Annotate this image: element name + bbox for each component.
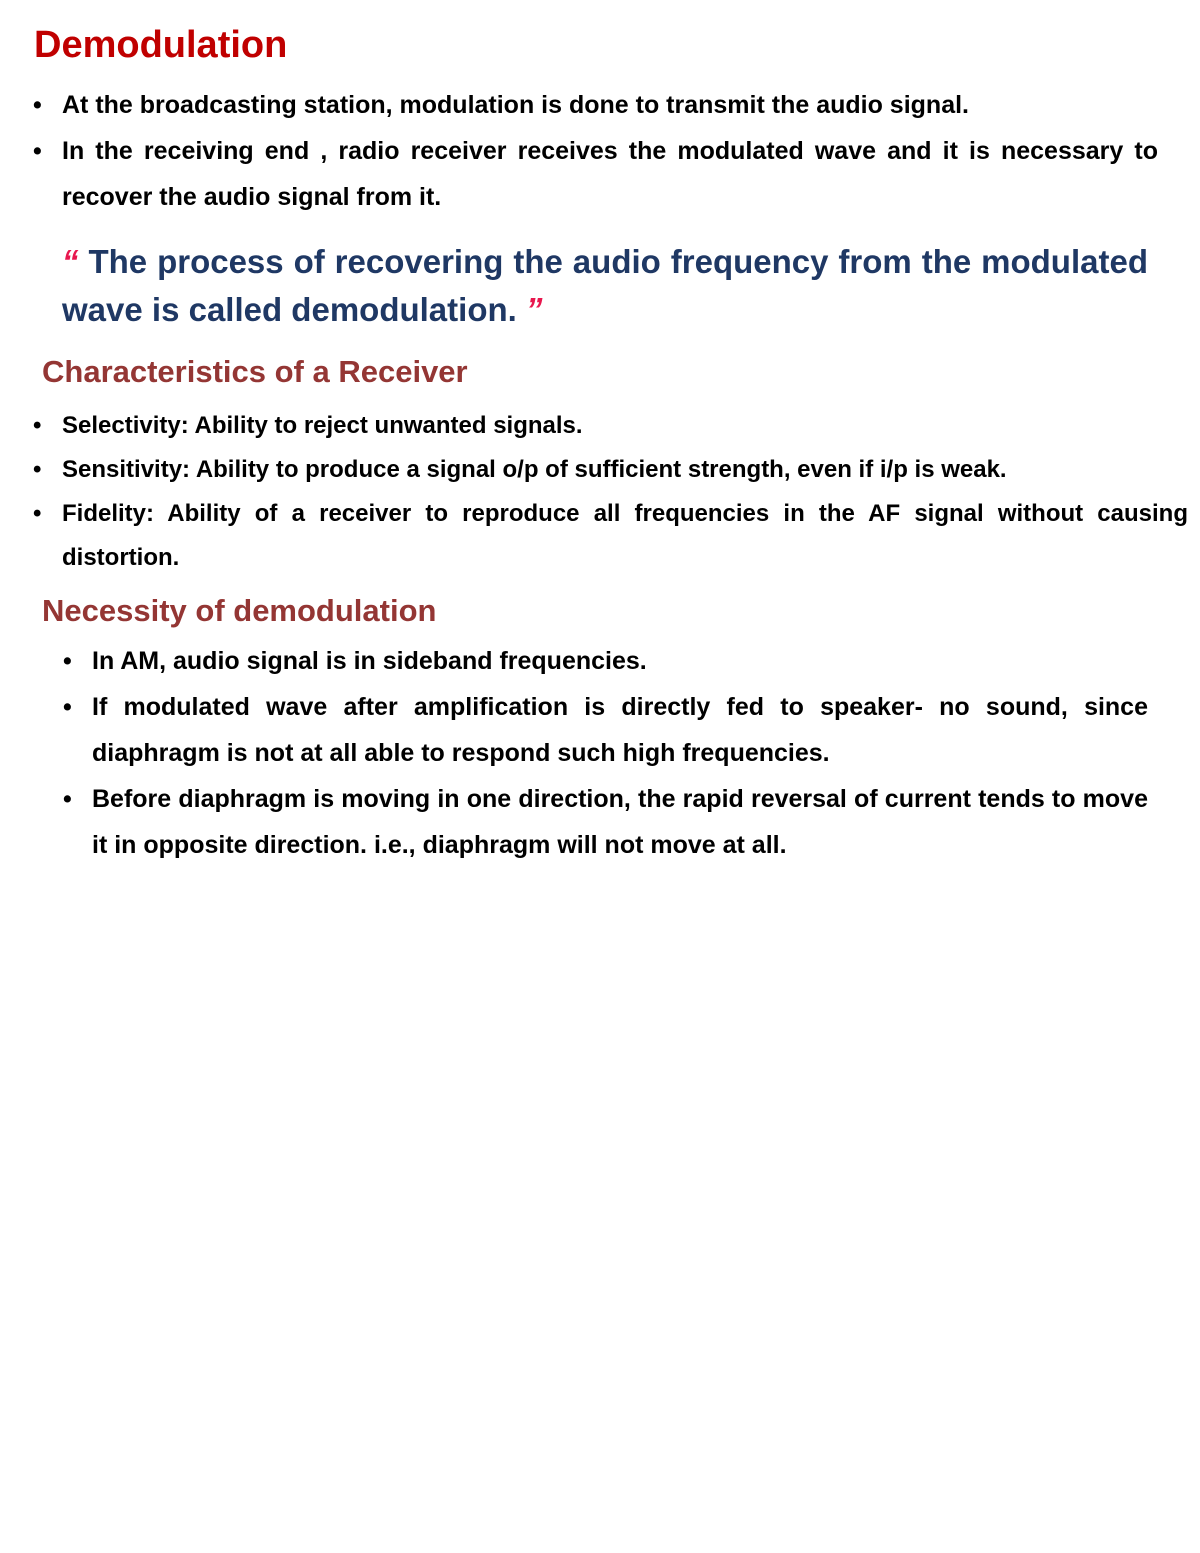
list-item [63,776,1148,868]
list-item-text: Before diaphragm is moving in one direction, the rapid reversal of current tends to move it in opposite direction. i.e., diaphragm will not move at all. [92,785,1148,859]
list-item [33,404,1188,448]
definition-text: The process of recovering the audio frequency from the modulated wave is called demodulation. [62,243,1148,328]
list-item-text: Sensitivity: Ability to produce a signal o/p of sufficient strength, even if i/p is weak. [62,456,1007,483]
list-item-text: Fidelity: Ability of a receiver to reproduce all frequencies in the AF signal without causing distortion. [62,500,1188,571]
intro-bullet-list [33,82,1158,220]
necessity-bullet-list [63,638,1148,868]
characteristics-heading: Characteristics of a Receiver [42,354,468,389]
list-item-text: If modulated wave after amplification is directly fed to speaker- no sound, since diaphragm is not at all able to respond such high frequencies. [92,693,1148,767]
list-item [63,684,1148,776]
necessity-heading: Necessity of demodulation [42,593,437,628]
close-quote-mark: ” [525,291,543,328]
definition-quote [62,238,1148,334]
bullet-glyph: • [63,647,72,675]
bullet-glyph: • [33,412,42,439]
list-item-text: At the broadcasting station, modulation is done to transmit the audio signal. [62,91,969,119]
list-item-text: In the receiving end , radio receiver receives the modulated wave and it is necessary to recover the audio signal from it. [62,137,1158,211]
characteristics-bullet-list [33,404,1188,580]
list-item [33,492,1188,580]
bullet-glyph: • [33,456,42,483]
bullet-glyph: • [63,693,72,721]
list-item-text: In AM, audio signal is in sideband frequencies. [92,647,647,675]
list-item [33,128,1158,220]
list-item [33,82,1158,128]
open-quote-mark: “ [62,243,79,280]
list-item [63,638,1148,684]
bullet-glyph: • [63,785,72,813]
page-title: Demodulation [34,24,288,66]
bullet-glyph: • [33,500,42,527]
list-item [33,448,1188,492]
list-item-text: Selectivity: Ability to reject unwanted signals. [62,412,583,439]
bullet-glyph: • [33,137,42,165]
bullet-glyph: • [33,91,42,119]
